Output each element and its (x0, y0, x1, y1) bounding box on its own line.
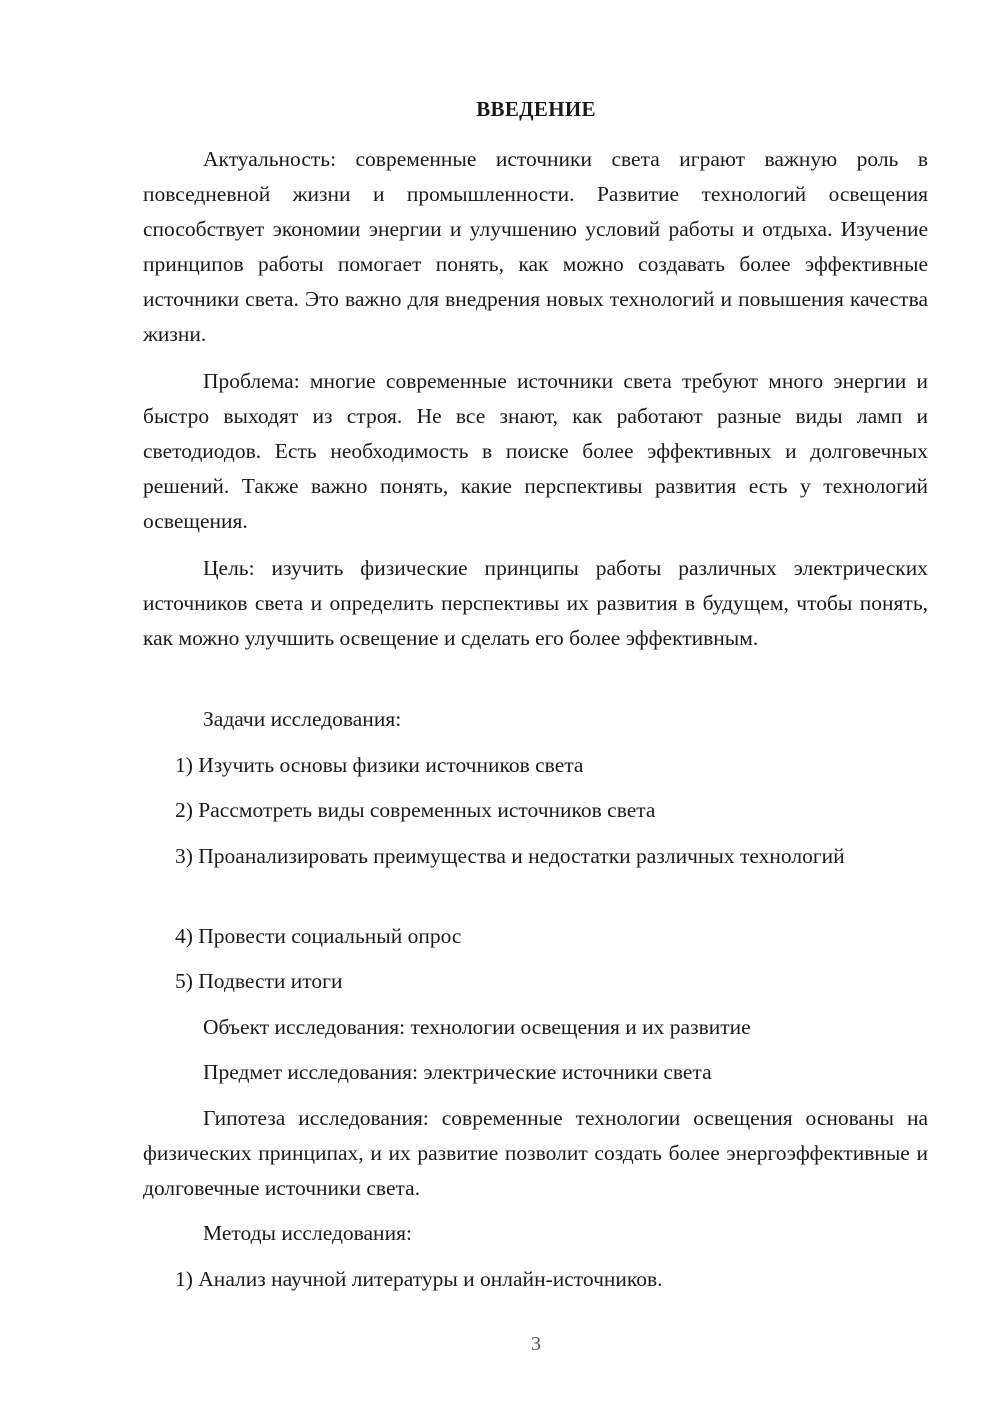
page-title: ВВЕДЕНИЕ (476, 97, 596, 121)
task-item-3: 3) Проанализировать преимущества и недостатки различных технологий (175, 844, 845, 868)
task-item-5: 5) Подвести итоги (175, 969, 343, 993)
paragraph-goal: Цель: изучить физические принципы работы различных электрических источников света и определить перспективы их развития в будущем, чтобы понять, как можно улучшить освещение и сделать его более эффективным. (143, 556, 928, 650)
page-number: 3 (531, 1333, 541, 1355)
research-subject: Предмет исследования: электрические источники света (203, 1060, 712, 1084)
tasks-heading: Задачи исследования: (203, 707, 402, 731)
paragraph-problem: Проблема: многие современные источники света требуют много энергии и быстро выходят из строя. Не все знают, как работают разные виды ламп и светодиодов. Есть необходимость в поиске более эффективных и долговечных решений. Также важно понять, какие перспективы развития есть у технологий освещения. (143, 369, 928, 533)
task-item-1: 1) Изучить основы физики источников света (175, 753, 584, 777)
research-object: Объект исследования: технологии освещения и их развитие (203, 1015, 751, 1039)
task-item-2: 2) Рассмотреть виды современных источников света (175, 798, 656, 822)
methods-heading: Методы исследования: (203, 1221, 412, 1245)
task-item-4: 4) Провести социальный опрос (175, 924, 462, 948)
paragraph-relevance: Актуальность: современные источники света играют важную роль в повседневной жизни и промышленности. Развитие технологий освещения способствует экономии энергии и улучшению условий работы и отдыха. Изучение принципов работы помогает понять, как можно создавать более эффективные источники света. Это важно для внедрения новых технологий и повышения качества жизни. (143, 147, 928, 346)
paragraph-hypothesis: Гипотеза исследования: современные технологии освещения основаны на физических принципах, и их развитие позволит создать более энергоэффективные и долговечные источники света. (143, 1106, 928, 1200)
method-item-1: 1) Анализ научной литературы и онлайн-источников. (175, 1267, 663, 1291)
